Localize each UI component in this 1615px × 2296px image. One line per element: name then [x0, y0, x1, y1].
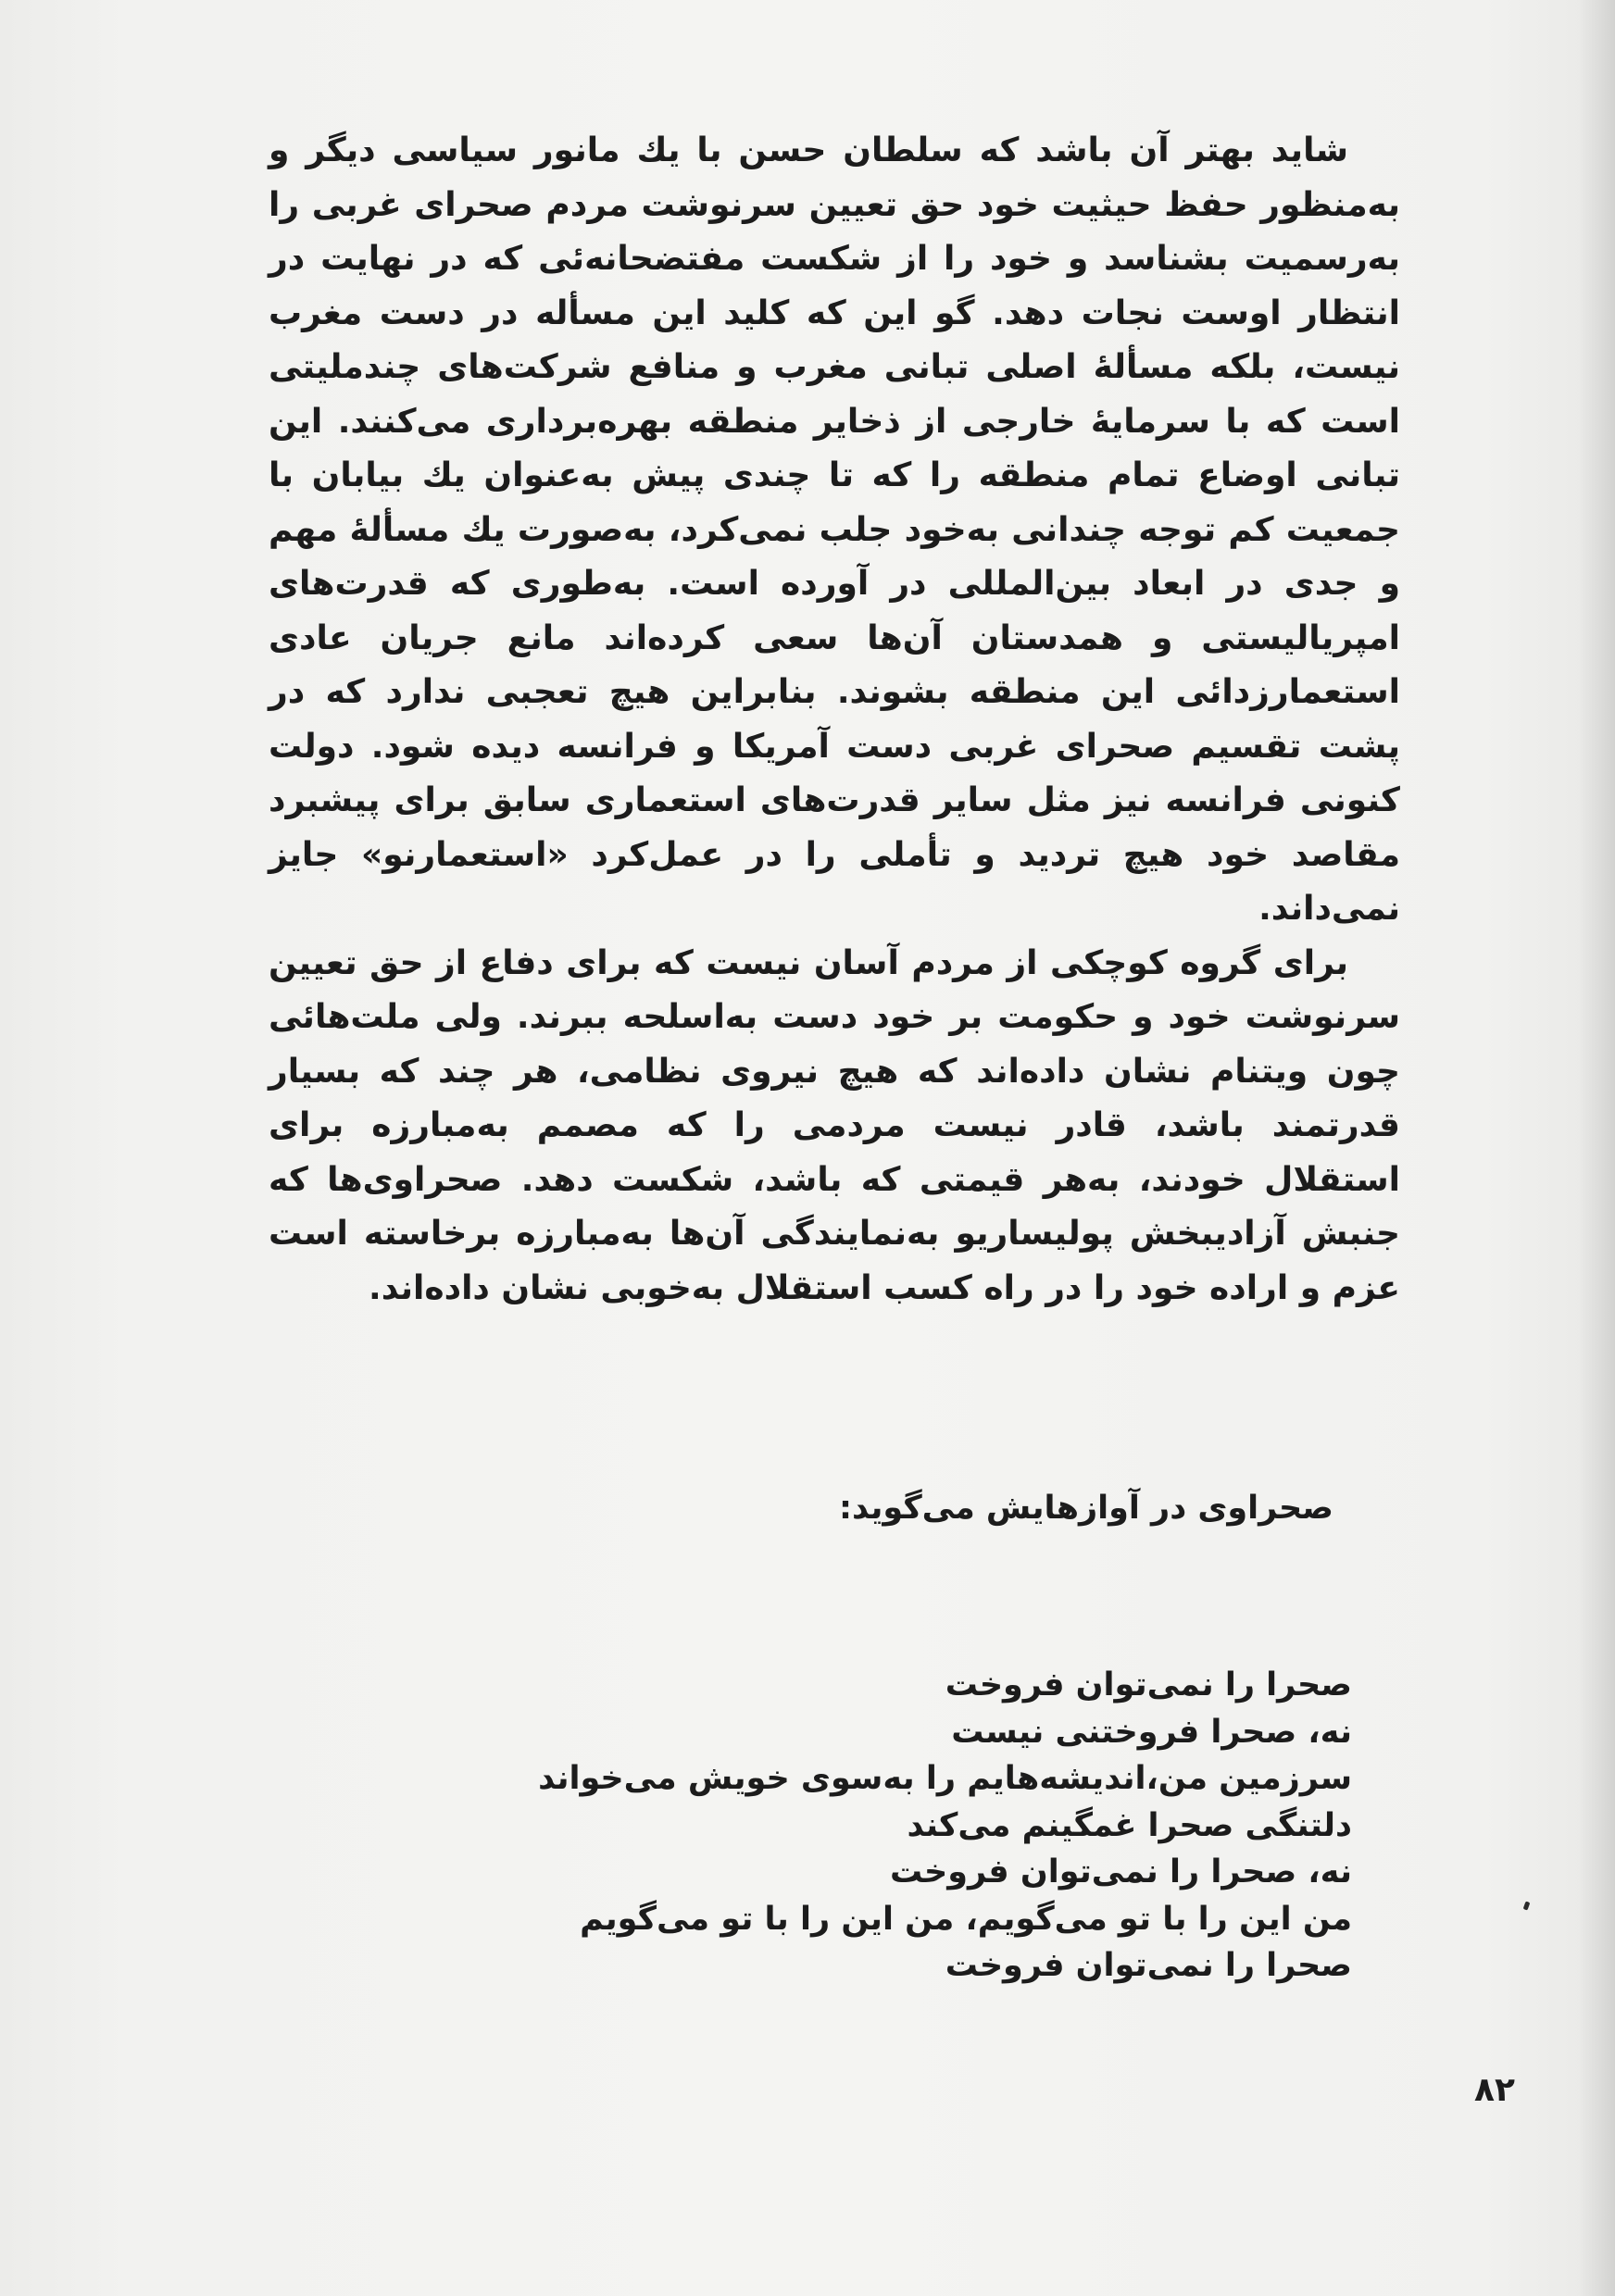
poem-line-4: دلتنگی صحرا غمگینم می‌کند	[907, 1806, 1352, 1844]
poem-line-6: من این را با تو می‌گویم، من این را با تو می‌گویم	[580, 1900, 1352, 1938]
page-edge-shadow	[1578, 0, 1615, 2296]
poem-line-5: نه، صحرا را نمی‌توان فروخت	[889, 1853, 1352, 1890]
paragraph-2: برای گروه کوچکی از مردم آسان نیست که برای دفاع از حق تعیین سرنوشت خود و حکومت بر خود دست به‌اسلحه ببرند. ولی ملت‌هائی چون ویتنام نشان داده‌اند که هیچ نیروی نظامی، هر چند که بسیار قدرتمند باشد، قادر نیست مردمی را که مصمم به‌مبارزه برای استقلال خودند، به‌هر قیمتی که باشد، شکست دهد. صحراوی‌ها که جنبش آزادیبخش پولیساریو به‌نمایندگی آن‌ها به‌مبارزه برخاسته است عزم و اراده خود را در راه کسب استقلال به‌خوبی نشان داده‌اند.	[269, 943, 1400, 1307]
ink-speck	[1523, 1901, 1531, 1910]
poem-line-1: صحرا را نمی‌توان فروخت	[945, 1666, 1352, 1703]
poem	[482, 1662, 1352, 1990]
poem-line-7: صحرا را نمی‌توان فروخت	[945, 1947, 1352, 1984]
poem-line-2: نه، صحرا فروختنی نیست	[951, 1713, 1352, 1751]
poem-line-3: سرزمین من،اندیشه‌هایم را به‌سوی خویش می‌خواند	[538, 1760, 1352, 1797]
body-text	[269, 124, 1400, 1316]
verse-heading: صحراوی در آوازهایش می‌گوید:	[839, 1490, 1333, 1527]
paragraph-1: شاید بهتر آن باشد که سلطان حسن با یك مانور سیاسی دیگر و به‌منظور حفظ حیثیت خود حق تعیین سرنوشت مردم صحرای غربی را به‌رسمیت بشناسد و خود را از شکست مفتضحانه‌ئی که در نهایت در انتظار اوست نجات دهد. گو این که کلید این مسأله در دست مغرب نیست، بلکه مسألهٔ اصلی تبانی مغرب و منافع شرکت‌های چندملیتی است که با سرمایهٔ خارجی از ذخایر منطقه بهره‌برداری می‌کنند. این تبانی اوضاع تمام منطقه را که تا چندی پیش به‌عنوان یك بیابان با جمعیت کم توجه چندانی به‌خود جلب نمی‌کرد، به‌صورت یك مسألهٔ مهم و جدی در ابعاد بین‌المللی در آورده است. به‌طوری که قدرت‌های امپریالیستی و همدستان آن‌ها سعی کرده‌اند مانع جریان عادی استعمارزدائی این منطقه بشوند. بنابراین هیچ تعجبی ندارد که در پشت تقسیم صحرای غربی دست آمریکا و فرانسه دیده شود. دولت کنونی فرانسه نیز مثل سایر قدرت‌های استعماری سابق برای پیشبرد مقاصد خود هیچ تردید و تأملی را در عمل‌کرد «استعمارنو» جایز نمی‌داند.	[269, 131, 1400, 928]
page-number: ۸۲	[1474, 2071, 1515, 2109]
